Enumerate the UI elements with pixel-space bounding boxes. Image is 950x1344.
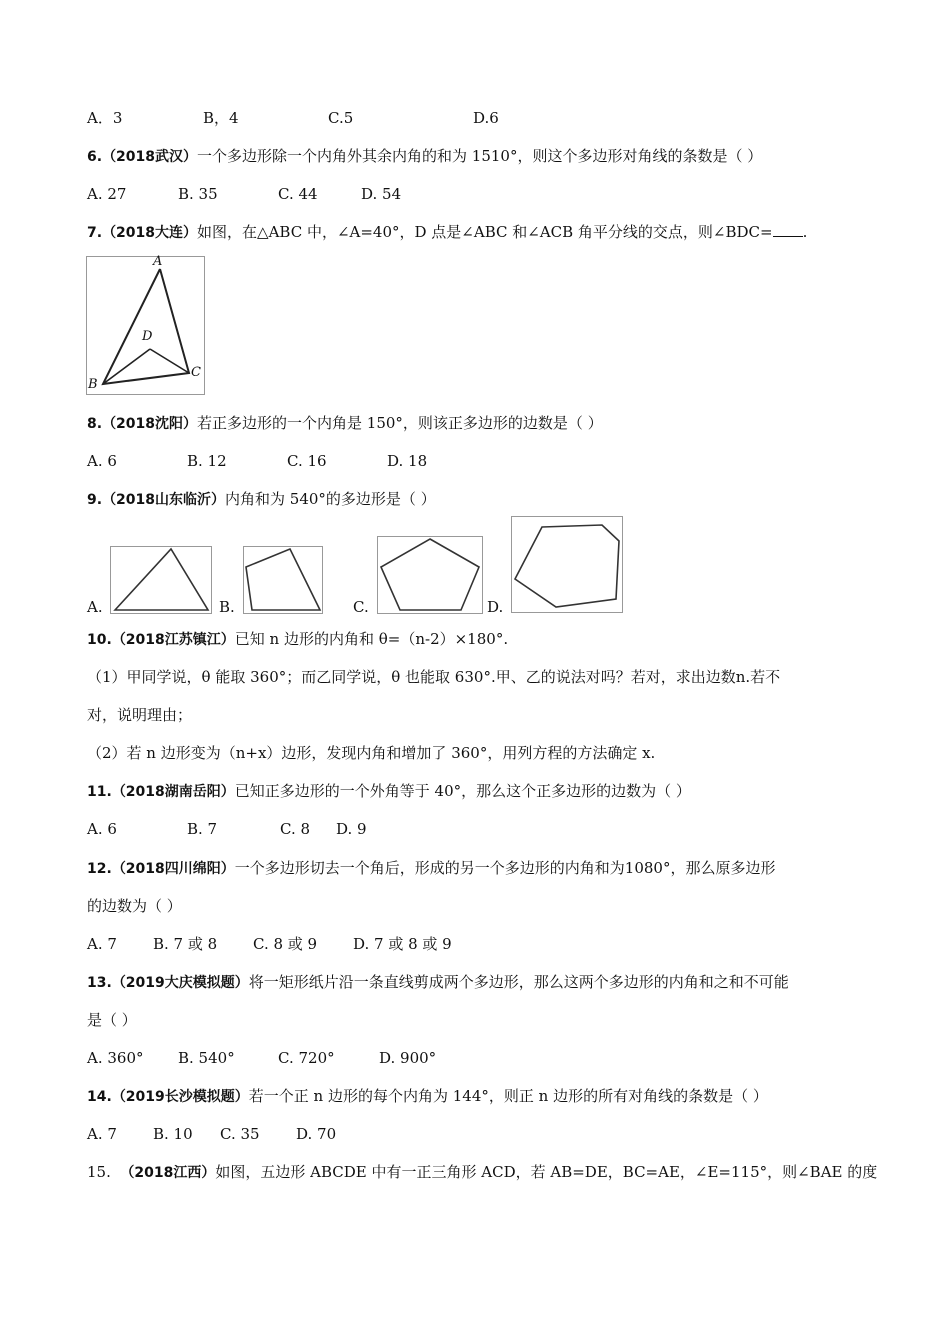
question-13 xyxy=(87,972,789,993)
q12-text-line2: 的边数为（ ） xyxy=(87,897,182,915)
label-d: D xyxy=(142,329,153,344)
q14-option-d: D. 70 xyxy=(296,1125,337,1143)
q8-number: 8. xyxy=(87,416,103,432)
question-14 xyxy=(87,1086,768,1107)
q7-answer-blank xyxy=(773,222,803,237)
question-15 xyxy=(87,1162,877,1183)
q10-part1-line2: 对，说明理由； xyxy=(87,706,193,724)
question-11 xyxy=(87,781,691,802)
q5-option-c: C.5 xyxy=(328,109,354,127)
q8-text: 若正多边形的一个内角是 150°，则该正多边形的边数是（ ） xyxy=(197,414,603,432)
q9-option-a-triangle xyxy=(110,546,212,614)
q13-source: （2019大庆模拟题） xyxy=(111,975,249,991)
q9-source: （2018山东临沂） xyxy=(102,492,226,508)
q14-number: 14. xyxy=(87,1089,112,1105)
q14-source: （2019长沙模拟题） xyxy=(111,1089,249,1105)
q15-source: （2018江西） xyxy=(120,1165,216,1181)
q13-text-line2: 是（ ） xyxy=(87,1011,137,1029)
q13-option-b: B. 540° xyxy=(178,1049,235,1067)
q8-option-c: C. 16 xyxy=(287,452,327,470)
q9-option-a-label: A. xyxy=(87,598,103,616)
q13-text: 将一矩形纸片沿一条直线剪成两个多边形，那么这两个多边形的内角和之和不可能 xyxy=(248,973,789,991)
q8-option-d: D. 18 xyxy=(387,452,428,470)
q13-option-a: A. 360° xyxy=(87,1049,144,1067)
q15-text: 如图，五边形 ABCDE 中有一正三角形 ACD，若 AB=DE，BC=AE，∠E=115°，则∠BAE 的度 xyxy=(215,1163,878,1181)
question-8 xyxy=(87,413,603,434)
q5-option-d: D.6 xyxy=(473,109,499,127)
q6-option-a: A. 27 xyxy=(87,185,127,203)
q8-option-a: A. 6 xyxy=(87,452,117,470)
q6-option-b: B. 35 xyxy=(178,185,218,203)
q9-option-c-pentagon xyxy=(377,536,483,614)
question-6 xyxy=(87,146,762,167)
q11-option-d: D. 9 xyxy=(336,820,367,838)
q6-option-d: D. 54 xyxy=(361,185,402,203)
question-10 xyxy=(87,629,508,650)
q12-option-c: C. 8 或 9 xyxy=(253,935,318,953)
q10-part1-line1: （1）甲同学说，θ 能取 360°；而乙同学说，θ 也能取 630°.甲、乙的说法对吗？若对，求出边数n.若不 xyxy=(87,668,781,686)
q11-number: 11. xyxy=(87,784,112,800)
q12-option-d: D. 7 或 8 或 9 xyxy=(353,935,452,953)
q14-option-c: C. 35 xyxy=(220,1125,260,1143)
q11-option-a: A. 6 xyxy=(87,820,117,838)
q6-option-c: C. 44 xyxy=(278,185,318,203)
pentagon-shape xyxy=(381,539,479,610)
q11-option-c: C. 8 xyxy=(280,820,311,838)
q9-option-d-label: D. xyxy=(487,598,504,616)
q7-number: 7. xyxy=(87,225,103,241)
q5-option-b: B，4 xyxy=(203,109,239,127)
q12-option-a: A. 7 xyxy=(87,935,117,953)
q9-option-b-quadrilateral xyxy=(243,546,323,614)
q13-number: 13. xyxy=(87,975,112,991)
hexagon-shape xyxy=(515,525,619,607)
q5-option-a: A．3 xyxy=(87,109,123,127)
q10-source: （2018江苏镇江） xyxy=(111,632,235,648)
question-9 xyxy=(87,489,436,510)
q7-source: （2018大连） xyxy=(102,225,198,241)
q13-option-d: D. 900° xyxy=(379,1049,437,1067)
q7-text: 如图，在△ABC 中，∠A=40°，D 点是∠ABC 和∠ACB 角平分线的交点，则∠BDC= xyxy=(197,223,773,241)
label-b: B xyxy=(88,377,98,392)
question-12 xyxy=(87,858,775,879)
q10-text: 已知 n 边形的内角和 θ=（n-2）×180°. xyxy=(234,630,509,648)
q15-number: 15. xyxy=(87,1163,111,1181)
q9-option-c-label: C. xyxy=(353,598,369,616)
q12-number: 12. xyxy=(87,861,112,877)
q11-source: （2018湖南岳阳） xyxy=(111,784,235,800)
q6-source: （2018武汉） xyxy=(102,149,198,165)
q12-option-b: B. 7 或 8 xyxy=(153,935,218,953)
q6-text: 一个多边形除一个内角外其余内角的和为 1510°，则这个多边形对角线的条数是（ ） xyxy=(197,147,763,165)
q9-option-d-hexagon xyxy=(511,516,623,613)
q6-number: 6. xyxy=(87,149,103,165)
q13-option-c: C. 720° xyxy=(278,1049,335,1067)
q10-part2: （2）若 n 边形变为（n+x）边形，发现内角和增加了 360°，用列方程的方法确定 x. xyxy=(87,744,656,762)
q9-text: 内角和为 540°的多边形是（ ） xyxy=(225,490,436,508)
triangle-abc xyxy=(103,269,189,384)
q12-text: 一个多边形切去一个角后，形成的另一个多边形的内角和为1080°，那么原多边形 xyxy=(234,859,776,877)
label-c: C xyxy=(191,365,201,380)
q10-number: 10. xyxy=(87,632,112,648)
q8-source: （2018沈阳） xyxy=(102,416,198,432)
q7-triangle-figure xyxy=(86,256,205,395)
q9-option-b-label: B. xyxy=(219,598,235,616)
q11-text: 已知正多边形的一个外角等于 40°，那么这个正多边形的边数为（ ） xyxy=(234,782,691,800)
q14-option-b: B. 10 xyxy=(153,1125,193,1143)
q11-option-b: B. 7 xyxy=(187,820,218,838)
quadrilateral-shape xyxy=(246,549,320,610)
q8-option-b: B. 12 xyxy=(187,452,227,470)
q14-option-a: A. 7 xyxy=(87,1125,117,1143)
q9-number: 9. xyxy=(87,492,103,508)
label-a: A xyxy=(153,254,163,269)
question-7 xyxy=(87,222,807,243)
q12-source: （2018四川绵阳） xyxy=(111,861,235,877)
triangle-shape xyxy=(115,549,208,610)
q7-text-end: . xyxy=(802,223,808,241)
q14-text: 若一个正 n 边形的每个内角为 144°，则正 n 边形的所有对角线的条数是（ ） xyxy=(248,1087,768,1105)
